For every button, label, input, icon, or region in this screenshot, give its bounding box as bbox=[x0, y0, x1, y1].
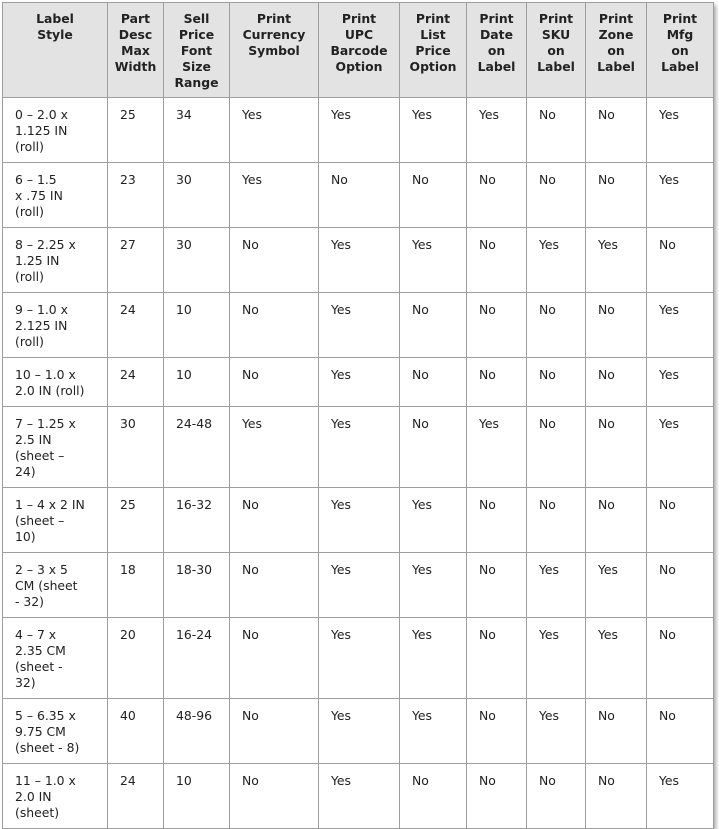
cell-print-date-on-label: No bbox=[467, 553, 527, 618]
cell-print-currency-symbol: Yes bbox=[230, 163, 319, 228]
cell-print-zone-on-label: Yes bbox=[586, 618, 647, 699]
cell-print-upc-barcode-option: Yes bbox=[319, 407, 400, 488]
cell-sell-price-font-size-range: 24-48 bbox=[164, 407, 230, 488]
cell-label-style: 4 – 7 x 2.35 CM (sheet - 32) bbox=[3, 618, 108, 699]
cell-sell-price-font-size-range: 10 bbox=[164, 293, 230, 358]
cell-print-mfg-on-label: Yes bbox=[647, 358, 714, 407]
cell-print-sku-on-label: No bbox=[527, 293, 586, 358]
cell-label-style: 6 – 1.5 x .75 IN (roll) bbox=[3, 163, 108, 228]
cell-print-date-on-label: No bbox=[467, 764, 527, 829]
cell-print-currency-symbol: No bbox=[230, 699, 319, 764]
cell-print-list-price-option: Yes bbox=[400, 488, 467, 553]
table-row bbox=[3, 488, 714, 553]
cell-part-desc-max-width: 27 bbox=[108, 228, 164, 293]
cell-print-sku-on-label: No bbox=[527, 488, 586, 553]
cell-sell-price-font-size-range: 16-32 bbox=[164, 488, 230, 553]
cell-print-currency-symbol: No bbox=[230, 228, 319, 293]
cell-print-zone-on-label: No bbox=[586, 407, 647, 488]
cell-print-currency-symbol: No bbox=[230, 488, 319, 553]
cell-print-mfg-on-label: Yes bbox=[647, 98, 714, 163]
cell-print-upc-barcode-option: Yes bbox=[319, 228, 400, 293]
cell-part-desc-max-width: 40 bbox=[108, 699, 164, 764]
table-row bbox=[3, 699, 714, 764]
table-row bbox=[3, 293, 714, 358]
cell-part-desc-max-width: 24 bbox=[108, 293, 164, 358]
cell-label-style: 8 – 2.25 x 1.25 IN (roll) bbox=[3, 228, 108, 293]
table-row bbox=[3, 228, 714, 293]
cell-print-mfg-on-label: Yes bbox=[647, 293, 714, 358]
table-row bbox=[3, 358, 714, 407]
cell-print-upc-barcode-option: Yes bbox=[319, 488, 400, 553]
cell-part-desc-max-width: 30 bbox=[108, 407, 164, 488]
cell-print-currency-symbol: Yes bbox=[230, 407, 319, 488]
cell-label-style: 1 – 4 x 2 IN (sheet – 10) bbox=[3, 488, 108, 553]
cell-part-desc-max-width: 18 bbox=[108, 553, 164, 618]
cell-sell-price-font-size-range: 30 bbox=[164, 228, 230, 293]
cell-print-mfg-on-label: No bbox=[647, 488, 714, 553]
cell-sell-price-font-size-range: 10 bbox=[164, 358, 230, 407]
cell-print-date-on-label: No bbox=[467, 358, 527, 407]
cell-print-mfg-on-label: No bbox=[647, 228, 714, 293]
header-part-desc-max-width: Part Desc Max Width bbox=[108, 3, 164, 98]
cell-print-currency-symbol: No bbox=[230, 553, 319, 618]
cell-print-list-price-option: No bbox=[400, 764, 467, 829]
cell-print-currency-symbol: No bbox=[230, 764, 319, 829]
cell-print-upc-barcode-option: Yes bbox=[319, 553, 400, 618]
cell-label-style: 5 – 6.35 x 9.75 CM (sheet - 8) bbox=[3, 699, 108, 764]
cell-print-list-price-option: Yes bbox=[400, 98, 467, 163]
cell-print-zone-on-label: No bbox=[586, 98, 647, 163]
cell-print-upc-barcode-option: Yes bbox=[319, 293, 400, 358]
cell-print-zone-on-label: Yes bbox=[586, 553, 647, 618]
cell-print-upc-barcode-option: Yes bbox=[319, 98, 400, 163]
cell-print-mfg-on-label: No bbox=[647, 699, 714, 764]
table-row bbox=[3, 553, 714, 618]
cell-part-desc-max-width: 24 bbox=[108, 358, 164, 407]
cell-print-sku-on-label: No bbox=[527, 358, 586, 407]
cell-print-zone-on-label: Yes bbox=[586, 228, 647, 293]
cell-print-zone-on-label: No bbox=[586, 358, 647, 407]
cell-print-upc-barcode-option: Yes bbox=[319, 618, 400, 699]
cell-print-mfg-on-label: No bbox=[647, 553, 714, 618]
label-style-table-container bbox=[2, 2, 713, 829]
cell-print-zone-on-label: No bbox=[586, 764, 647, 829]
cell-print-sku-on-label: No bbox=[527, 407, 586, 488]
cell-print-list-price-option: No bbox=[400, 293, 467, 358]
cell-label-style: 0 – 2.0 x 1.125 IN (roll) bbox=[3, 98, 108, 163]
header-print-currency-symbol: Print Currency Symbol bbox=[230, 3, 319, 98]
header-print-mfg-on-label: Print Mfg on Label bbox=[647, 3, 714, 98]
cell-print-upc-barcode-option: No bbox=[319, 163, 400, 228]
cell-print-sku-on-label: Yes bbox=[527, 699, 586, 764]
cell-print-currency-symbol: No bbox=[230, 293, 319, 358]
cell-print-list-price-option: Yes bbox=[400, 553, 467, 618]
cell-part-desc-max-width: 24 bbox=[108, 764, 164, 829]
table-row bbox=[3, 618, 714, 699]
cell-print-list-price-option: Yes bbox=[400, 699, 467, 764]
cell-print-date-on-label: No bbox=[467, 163, 527, 228]
cell-print-mfg-on-label: No bbox=[647, 618, 714, 699]
cell-part-desc-max-width: 20 bbox=[108, 618, 164, 699]
cell-sell-price-font-size-range: 18-30 bbox=[164, 553, 230, 618]
cell-print-upc-barcode-option: Yes bbox=[319, 699, 400, 764]
cell-part-desc-max-width: 25 bbox=[108, 98, 164, 163]
cell-sell-price-font-size-range: 34 bbox=[164, 98, 230, 163]
cell-print-list-price-option: No bbox=[400, 358, 467, 407]
cell-print-sku-on-label: Yes bbox=[527, 618, 586, 699]
cell-label-style: 7 – 1.25 x 2.5 IN (sheet – 24) bbox=[3, 407, 108, 488]
cell-print-date-on-label: No bbox=[467, 699, 527, 764]
cell-print-date-on-label: No bbox=[467, 618, 527, 699]
cell-print-sku-on-label: Yes bbox=[527, 553, 586, 618]
header-sell-price-font-size-range: Sell Price Font Size Range bbox=[164, 3, 230, 98]
cell-print-date-on-label: No bbox=[467, 488, 527, 553]
cell-print-date-on-label: Yes bbox=[467, 407, 527, 488]
header-label-style: Label Style bbox=[3, 3, 108, 98]
cell-label-style: 9 – 1.0 x 2.125 IN (roll) bbox=[3, 293, 108, 358]
cell-print-zone-on-label: No bbox=[586, 293, 647, 358]
cell-print-zone-on-label: No bbox=[586, 699, 647, 764]
cell-sell-price-font-size-range: 30 bbox=[164, 163, 230, 228]
cell-print-mfg-on-label: Yes bbox=[647, 407, 714, 488]
header-print-zone-on-label: Print Zone on Label bbox=[586, 3, 647, 98]
header-print-upc-barcode-option: Print UPC Barcode Option bbox=[319, 3, 400, 98]
table-row bbox=[3, 407, 714, 488]
table-body bbox=[3, 98, 714, 829]
cell-print-sku-on-label: Yes bbox=[527, 228, 586, 293]
table-row bbox=[3, 163, 714, 228]
cell-print-zone-on-label: No bbox=[586, 488, 647, 553]
table-header bbox=[3, 3, 714, 98]
cell-sell-price-font-size-range: 10 bbox=[164, 764, 230, 829]
cell-label-style: 11 – 1.0 x 2.0 IN (sheet) bbox=[3, 764, 108, 829]
header-print-date-on-label: Print Date on Label bbox=[467, 3, 527, 98]
cell-print-date-on-label: No bbox=[467, 293, 527, 358]
cell-print-date-on-label: No bbox=[467, 228, 527, 293]
table-row bbox=[3, 764, 714, 829]
cell-label-style: 10 – 1.0 x 2.0 IN (roll) bbox=[3, 358, 108, 407]
cell-print-list-price-option: Yes bbox=[400, 228, 467, 293]
cell-print-mfg-on-label: Yes bbox=[647, 163, 714, 228]
label-style-table bbox=[2, 2, 714, 829]
cell-sell-price-font-size-range: 16-24 bbox=[164, 618, 230, 699]
cell-label-style: 2 – 3 x 5 CM (sheet - 32) bbox=[3, 553, 108, 618]
header-print-list-price-option: Print List Price Option bbox=[400, 3, 467, 98]
cell-print-sku-on-label: No bbox=[527, 764, 586, 829]
table-row bbox=[3, 98, 714, 163]
header-row bbox=[3, 3, 714, 98]
cell-print-list-price-option: No bbox=[400, 407, 467, 488]
cell-print-upc-barcode-option: Yes bbox=[319, 358, 400, 407]
cell-print-currency-symbol: No bbox=[230, 358, 319, 407]
cell-print-upc-barcode-option: Yes bbox=[319, 764, 400, 829]
cell-print-sku-on-label: No bbox=[527, 98, 586, 163]
cell-print-list-price-option: No bbox=[400, 163, 467, 228]
cell-print-mfg-on-label: Yes bbox=[647, 764, 714, 829]
cell-print-list-price-option: Yes bbox=[400, 618, 467, 699]
header-print-sku-on-label: Print SKU on Label bbox=[527, 3, 586, 98]
cell-sell-price-font-size-range: 48-96 bbox=[164, 699, 230, 764]
cell-print-date-on-label: Yes bbox=[467, 98, 527, 163]
cell-print-zone-on-label: No bbox=[586, 163, 647, 228]
cell-part-desc-max-width: 23 bbox=[108, 163, 164, 228]
cell-print-currency-symbol: No bbox=[230, 618, 319, 699]
cell-part-desc-max-width: 25 bbox=[108, 488, 164, 553]
cell-print-currency-symbol: Yes bbox=[230, 98, 319, 163]
cell-print-sku-on-label: No bbox=[527, 163, 586, 228]
